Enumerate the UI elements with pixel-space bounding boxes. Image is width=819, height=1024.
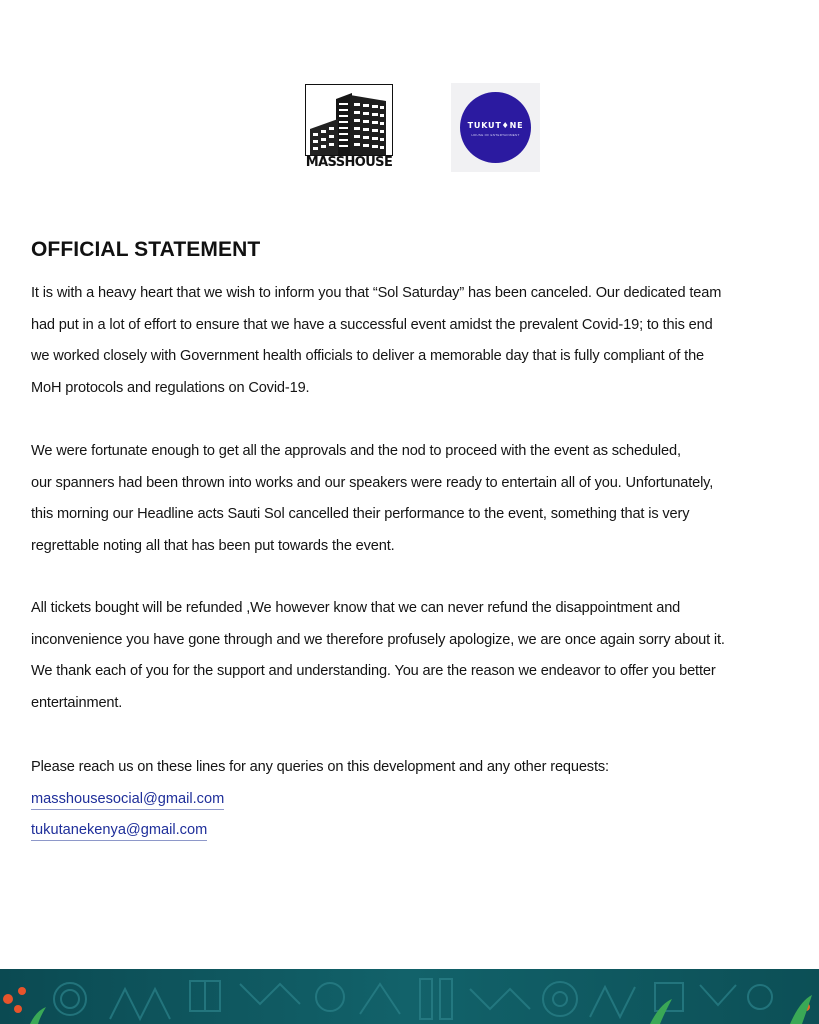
masshouse-email-link[interactable]: masshousesocial@gmail.com xyxy=(31,789,224,810)
statement-title: OFFICIAL STATEMENT xyxy=(31,238,261,261)
paragraph-line: we worked closely with Government health officials to deliver a memorable day that is fully compliant of the xyxy=(31,348,705,364)
contact-intro-text: Please reach us on these lines for any queries on this development and any other requests: xyxy=(31,759,609,775)
statement-paragraph-1 xyxy=(31,278,801,404)
masshouse-building-icon xyxy=(305,84,393,156)
tukutane-logo xyxy=(451,83,540,172)
tukutane-tagline: HOUSE OF ENTERTAINMENT xyxy=(471,133,520,137)
masshouse-logo xyxy=(305,84,393,172)
paragraph-line: inconvenience you have gone through and we therefore profusely apologize, we are once again sorry about it. xyxy=(31,631,725,648)
paragraph-line: We thank each of you for the support and understanding. You are the reason we endeavor to offer you better xyxy=(31,663,716,679)
paragraph-line: regrettable noting all that has been put towards the event. xyxy=(31,537,395,554)
contact-intro xyxy=(31,752,801,784)
masshouse-wordmark: MASSHOUSE xyxy=(305,155,393,170)
paragraph-line: We were fortunate enough to get all the approvals and the nod to proceed with the event as scheduled, xyxy=(31,443,681,459)
statement-paragraph-2 xyxy=(31,436,801,562)
tukutane-email-link[interactable]: tukutanekenya@gmail.com xyxy=(31,820,207,841)
paragraph-line: had put in a lot of effort to ensure that we have a successful event amidst the prevalent Covid-19; to this end xyxy=(31,316,713,333)
tukutane-wordmark: TUKUT♦NE xyxy=(467,121,524,130)
paragraph-line: entertainment. xyxy=(31,694,123,711)
tukutane-circle-icon xyxy=(460,92,531,163)
paragraph-line: this morning our Headline acts Sauti Sol cancelled their performance to the event, something that is very xyxy=(31,506,690,522)
african-geometric-pattern-icon xyxy=(0,969,819,1024)
paragraph-line: MoH protocols and regulations on Covid-19. xyxy=(31,379,310,396)
paragraph-line: All tickets bought will be refunded ,We however know that we can never refund the disappointment and xyxy=(31,600,681,616)
paragraph-line: our spanners had been thrown into works and our speakers were ready to entertain all of you. Unfortunately, xyxy=(31,474,714,491)
paragraph-line: It is with a heavy heart that we wish to inform you that “Sol Saturday” has been canceled. Our dedicated team xyxy=(31,285,722,301)
footer-pattern-banner xyxy=(0,969,819,1024)
statement-paragraph-3 xyxy=(31,593,801,719)
